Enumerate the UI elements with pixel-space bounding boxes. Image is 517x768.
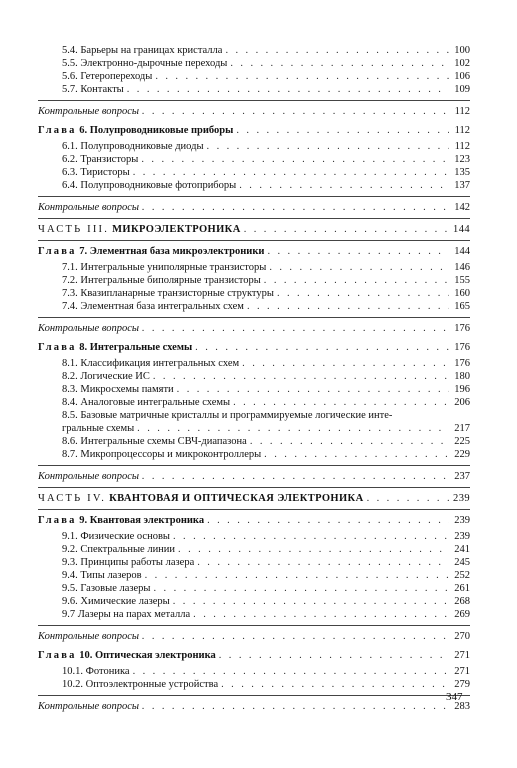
leader-dots <box>247 300 449 313</box>
toc-entry-10-1[interactable] <box>38 665 470 678</box>
leader-dots <box>225 44 449 57</box>
toc-entry-page: 268 <box>454 596 470 607</box>
toc-chapter-10[interactable] <box>38 649 470 662</box>
divider <box>38 487 470 488</box>
toc-entry-label: 10.1. Фотоника <box>62 666 130 677</box>
toc-entry-8-6[interactable] <box>38 435 470 448</box>
toc-entry-label: 8.2. Логические ИС <box>62 371 150 382</box>
toc-entry-questions-6[interactable] <box>38 201 470 214</box>
leader-dots <box>264 274 449 287</box>
toc-entry-page: 206 <box>454 397 470 408</box>
toc-entry-label: 9.2. Спектральные линии <box>62 544 176 555</box>
toc-chapter-9[interactable] <box>38 514 470 527</box>
toc-entry-page: 269 <box>454 609 470 620</box>
leader-dots <box>153 370 449 383</box>
chapter-title: 8. Интегральные схемы <box>79 342 193 353</box>
chapter-prefix: Глава <box>38 125 77 136</box>
chapter-title: 10. Оптическая электроника <box>79 650 216 661</box>
toc-entry-7-2[interactable] <box>38 274 470 287</box>
toc-entry-label: 8.1. Классификация интегральных схем <box>62 358 240 369</box>
toc-entry-label: 9.4. Типы лазеров <box>62 570 142 581</box>
page-number: 347 <box>446 691 463 703</box>
toc-entry-8-5[interactable] <box>38 422 470 435</box>
toc-entry-page: 279 <box>454 679 470 690</box>
toc-entry-label: Контрольные вопросы <box>38 202 140 213</box>
toc-entry-label: Контрольные вопросы <box>38 471 140 482</box>
toc-entry-page: 225 <box>454 436 470 447</box>
toc-entry-5-7[interactable] <box>38 83 470 96</box>
toc-entry-questions-7[interactable] <box>38 322 470 335</box>
toc-entry-9-2[interactable] <box>38 543 470 556</box>
leader-dots <box>142 322 449 335</box>
toc-entry-label: 7.3. Квазипланарные транзисторные структуры <box>62 288 274 299</box>
toc-entry-page: 106 <box>454 71 470 82</box>
leader-dots <box>177 383 449 396</box>
leader-dots <box>250 435 449 448</box>
toc-entry-5-6[interactable] <box>38 70 470 83</box>
toc-entry-label: Контрольные вопросы <box>38 631 140 642</box>
toc-entry-9-5[interactable] <box>38 582 470 595</box>
toc-entry-questions-9[interactable] <box>38 630 470 643</box>
toc-entry-page: 239 <box>453 493 470 504</box>
chapter-title: 9. Квантовая электроника <box>79 515 205 526</box>
toc-entry-label: 7.2. Интегральные биполярные транзисторы <box>62 275 261 286</box>
leader-dots <box>142 470 449 483</box>
leader-dots <box>193 608 449 621</box>
toc-entry-page: 100 <box>454 45 470 56</box>
divider <box>38 465 470 466</box>
toc-entry-label: 9.3. Принципы работы лазера <box>62 557 195 568</box>
toc-entry-label: 9.6. Химические лазеры <box>62 596 170 607</box>
leader-dots <box>142 105 449 118</box>
toc-entry-8-1[interactable] <box>38 357 470 370</box>
toc-entry-label: 5.5. Электронно-дырочные переходы <box>62 58 228 69</box>
leader-dots <box>197 556 449 569</box>
toc-entry-page: 123 <box>454 154 470 165</box>
leader-dots <box>142 201 449 214</box>
toc-entry-label: Контрольные вопросы <box>38 106 140 117</box>
toc-entry-7-4[interactable] <box>38 300 470 313</box>
toc-entry-page: 112 <box>454 106 470 117</box>
leader-dots <box>155 70 449 83</box>
leader-dots <box>242 357 449 370</box>
chapter-prefix: Глава <box>38 650 77 661</box>
leader-dots <box>233 396 449 409</box>
leader-dots <box>269 261 449 274</box>
toc-entry-page: 102 <box>454 58 470 69</box>
table-of-contents <box>38 44 470 713</box>
toc-entry-label: 7.1. Интегральные униполярные транзисторы <box>62 262 267 273</box>
part-prefix: ЧАСТЬ IV. <box>38 493 107 504</box>
toc-entry-10-2[interactable] <box>38 678 470 691</box>
toc-entry-9-1[interactable] <box>38 530 470 543</box>
toc-entry-label: 9.7 Лазеры на парах металла <box>62 609 191 620</box>
toc-entry-page: 261 <box>454 583 470 594</box>
toc-chapter-6[interactable] <box>38 124 470 137</box>
leader-dots <box>127 83 449 96</box>
part-title: КВАНТОВАЯ И ОПТИЧЕСКАЯ ЭЛЕКТРОНИКА <box>109 493 364 504</box>
toc-entry-page: 155 <box>454 275 470 286</box>
toc-entry-9-4[interactable] <box>38 569 470 582</box>
part-title: МИКРОЭЛЕКТРОНИКА <box>112 224 241 235</box>
toc-entry-9-3[interactable] <box>38 556 470 569</box>
toc-entry-page: 165 <box>454 301 470 312</box>
toc-chapter-8[interactable] <box>38 341 470 354</box>
toc-entry-page: 176 <box>454 358 470 369</box>
toc-entry-label: 8.7. Микропроцессоры и микроконтроллеры <box>62 449 262 460</box>
leader-dots <box>173 530 449 543</box>
toc-entry-page: 217 <box>454 423 470 434</box>
leader-dots <box>154 582 450 595</box>
divider <box>38 625 470 626</box>
toc-entry-9-7[interactable] <box>38 608 470 621</box>
leader-dots <box>141 153 449 166</box>
toc-entry-page: 239 <box>454 515 470 526</box>
toc-entry-label: Контрольные вопросы <box>38 701 140 712</box>
toc-entry-page: 112 <box>454 125 470 136</box>
toc-entry-page: 196 <box>454 384 470 395</box>
divider <box>38 218 470 219</box>
leader-dots <box>244 223 449 236</box>
chapter-title: 6. Полупроводниковые приборы <box>79 125 234 136</box>
toc-entry-page: 271 <box>454 650 470 661</box>
toc-entry-label: 9.5. Газовые лазеры <box>62 583 151 594</box>
toc-entry-label: 10.2. Оптоэлектронные устройства <box>62 679 219 690</box>
toc-entry-label: Контрольные вопросы <box>38 323 140 334</box>
toc-entry-label: 6.1. Полупроводниковые диоды <box>62 141 204 152</box>
toc-entry-questions-10[interactable] <box>38 700 470 713</box>
toc-entry-8-2[interactable] <box>38 370 470 383</box>
toc-entry-5-4[interactable] <box>38 44 470 57</box>
toc-entry-page: 239 <box>454 531 470 542</box>
toc-entry-9-6[interactable] <box>38 595 470 608</box>
toc-entry-label: 5.4. Барьеры на границах кристалла <box>62 45 223 56</box>
toc-entry-questions-5[interactable] <box>38 105 470 118</box>
toc-entry-page: 109 <box>454 84 470 95</box>
leader-dots <box>207 140 449 153</box>
toc-entry-page: 137 <box>454 180 470 191</box>
leader-dots <box>219 649 449 662</box>
leader-dots <box>239 179 449 192</box>
divider <box>38 100 470 101</box>
toc-entry-8-4[interactable] <box>38 396 470 409</box>
leader-dots <box>137 422 449 435</box>
toc-entry-page: 144 <box>454 246 470 257</box>
toc-entry-page: 229 <box>454 449 470 460</box>
toc-entry-label: 5.7. Контакты <box>62 84 124 95</box>
toc-entry-label: 9.1. Физические основы <box>62 531 170 542</box>
toc-entry-page: 142 <box>454 202 470 213</box>
chapter-title: 7. Элементная база микроэлектроники <box>79 246 265 257</box>
toc-entry-7-3[interactable] <box>38 287 470 300</box>
divider <box>38 695 470 696</box>
toc-entry-label: 6.3. Тиристоры <box>62 167 130 178</box>
leader-dots <box>267 245 449 258</box>
divider <box>38 196 470 197</box>
leader-dots <box>133 665 449 678</box>
leader-dots <box>173 595 449 608</box>
toc-entry-8-5-line1[interactable]: 8.5. Базовые матричные кристаллы и программируемые логические инте- <box>62 410 393 421</box>
leader-dots <box>221 678 449 691</box>
divider <box>38 509 470 510</box>
toc-entry-label: 5.6. Гетеропереходы <box>62 71 153 82</box>
toc-entry-page: 144 <box>453 224 470 235</box>
toc-entry-6-3[interactable] <box>38 166 470 179</box>
toc-entry-label: 6.4. Полупроводниковые фотоприборы <box>62 180 237 191</box>
toc-entry-page: 271 <box>454 666 470 677</box>
toc-entry-page: 135 <box>454 167 470 178</box>
part-prefix: ЧАСТЬ III. <box>38 224 110 235</box>
toc-entry-6-2[interactable] <box>38 153 470 166</box>
leader-dots <box>277 287 449 300</box>
toc-entry-8-7[interactable] <box>38 448 470 461</box>
divider <box>38 317 470 318</box>
toc-entry-page: 237 <box>454 471 470 482</box>
toc-entry-page: 283 <box>454 701 470 712</box>
toc-entry-label: 8.3. Микросхемы памяти <box>62 384 174 395</box>
toc-entry-questions-8[interactable] <box>38 470 470 483</box>
toc-entry-label: гральные схемы <box>62 423 135 434</box>
leader-dots <box>145 569 449 582</box>
leader-dots <box>207 514 449 527</box>
toc-entry-page: 176 <box>454 342 470 353</box>
toc-entry-page: 270 <box>454 631 470 642</box>
leader-dots <box>264 448 449 461</box>
toc-part-4[interactable] <box>38 492 470 505</box>
toc-part-3[interactable] <box>38 223 470 236</box>
chapter-prefix: Глава <box>38 515 77 526</box>
divider <box>38 240 470 241</box>
toc-entry-page: 146 <box>454 262 470 273</box>
toc-entry-page: 112 <box>454 141 470 152</box>
leader-dots <box>133 166 449 179</box>
leader-dots <box>178 543 449 556</box>
toc-entry-5-5[interactable] <box>38 57 470 70</box>
toc-entry-page: 176 <box>454 323 470 334</box>
leader-dots <box>230 57 449 70</box>
toc-entry-label: 8.4. Аналоговые интегральные схемы <box>62 397 231 408</box>
toc-entry-7-1[interactable] <box>38 261 470 274</box>
toc-entry-label: 6.2. Транзисторы <box>62 154 139 165</box>
leader-dots <box>195 341 449 354</box>
toc-chapter-7[interactable] <box>38 245 470 258</box>
toc-entry-page: 241 <box>454 544 470 555</box>
toc-entry-6-4[interactable] <box>38 179 470 192</box>
toc-entry-page: 160 <box>454 288 470 299</box>
leader-dots <box>367 492 449 505</box>
chapter-prefix: Глава <box>38 342 77 353</box>
toc-entry-label: 8.6. Интегральные схемы СВЧ-диапазона <box>62 436 247 447</box>
toc-entry-page: 180 <box>454 371 470 382</box>
leader-dots <box>236 124 449 137</box>
toc-entry-page: 252 <box>454 570 470 581</box>
toc-entry-label: 7.4. Элементная база интегральных схем <box>62 301 244 312</box>
toc-entry-6-1[interactable] <box>38 140 470 153</box>
toc-entry-page: 245 <box>454 557 470 568</box>
toc-entry-8-3[interactable] <box>38 383 470 396</box>
leader-dots <box>142 700 449 713</box>
leader-dots <box>142 630 449 643</box>
chapter-prefix: Глава <box>38 246 77 257</box>
